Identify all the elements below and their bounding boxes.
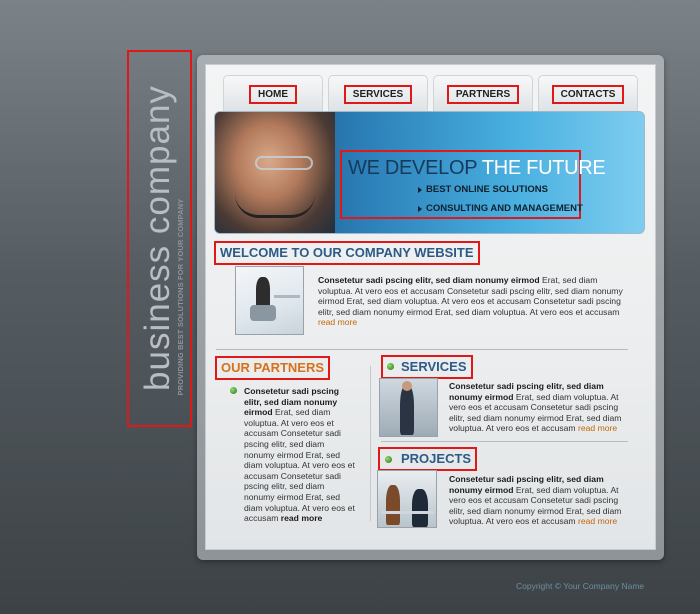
hero-line-1: BEST ONLINE SOLUTIONS: [426, 184, 548, 195]
nav-tab-services[interactable]: [328, 75, 428, 111]
nav-tab-home[interactable]: [223, 75, 323, 111]
nav-label-services[interactable]: SERVICES: [344, 85, 412, 104]
partners-heading: OUR PARTNERS: [215, 356, 330, 380]
desk-shape: [274, 295, 300, 298]
person-figure: [412, 489, 428, 527]
brand-tagline: PROVIDING BEST SOLUTIONS FOR YOUR COMPANY: [176, 198, 185, 396]
glasses-icon: [255, 156, 313, 170]
welcome-text: [318, 275, 628, 328]
services-bold-text: Consetetur sadi pscing elitr, sed diam nonumy eirmod: [449, 381, 604, 402]
welcome-bold-text: Consetetur sadi pscing elitr, sed diam nonumy eirmod: [318, 275, 540, 285]
projects-bold-text: Consetetur sadi pscing elitr, sed diam nonumy eirmod: [449, 474, 604, 495]
hero-headline: [348, 157, 605, 180]
partners-text: [244, 386, 356, 524]
person-head: [402, 381, 412, 391]
nav-tab-partners[interactable]: [433, 75, 533, 111]
hero-line-2: CONSULTING AND MANAGEMENT: [426, 203, 583, 214]
section-divider: [216, 349, 628, 350]
person-figure: [386, 485, 400, 525]
person-figure: [400, 385, 414, 435]
headset-icon: [235, 194, 315, 218]
services-body-text: Erat, sed diam voluptua. At vero eos et accusam Consetetur sadi pscing elitr, sed diam nonumy eirmod Erat, sed diam voluptua. At vero eos et accusam: [449, 391, 622, 434]
hero-headline-part1: WE DEVELOP: [348, 157, 477, 179]
brand-title: business company: [138, 85, 177, 391]
green-bullet-icon: [385, 456, 392, 463]
projects-heading-label: PROJECTS: [401, 451, 472, 466]
welcome-body-text: Erat, sed diam voluptua. At vero eos et accusam Consetetur sadi pscing elitr, sed diam nonumy eirmod Erat, sed diam voluptua. At vero eos et accusam Consetetur sadi pscing elitr, sed diam nonumy eirmod Erat, sed diam voluptua. At vero eos et accusam: [318, 275, 623, 317]
services-text: [449, 381, 629, 434]
nav-label-home[interactable]: HOME: [249, 85, 297, 104]
partners-body-text: Erat, sed diam voluptua. At vero eos et accusam Consetetur sadi pscing elitr, sed diam nonumy eirmod Erat, sed diam voluptua. At vero eos et accusam Consetetur sadi pscing elitr, sed diam nonumy eirmod Erat, sed diam voluptua. At vero eos et accusam: [244, 407, 355, 524]
projects-read-more-link[interactable]: read more: [577, 516, 618, 527]
welcome-read-more-link[interactable]: read more: [318, 317, 358, 328]
welcome-photo: [235, 266, 304, 335]
nav-label-partners[interactable]: PARTNERS: [447, 85, 519, 104]
services-heading-label: SERVICES: [401, 359, 467, 374]
projects-photo: [377, 470, 437, 528]
column-divider: [370, 366, 371, 521]
copyright-text: Copyright © Your Company Name: [516, 581, 645, 591]
hero-headline-part2: THE FUTURE: [481, 157, 606, 179]
welcome-heading: WELCOME TO OUR COMPANY WEBSITE: [214, 241, 480, 265]
nav-label-contacts[interactable]: CONTACTS: [552, 85, 625, 104]
partners-read-more-link[interactable]: read more: [280, 513, 323, 524]
nav-tab-contacts[interactable]: [538, 75, 638, 111]
services-heading: [381, 355, 473, 379]
person-figure: [256, 277, 270, 307]
partners-bold-text: Consetetur sadi pscing elitr, sed diam nonumy eirmod: [244, 386, 340, 418]
projects-body-text: Erat, sed diam voluptua. At vero eos et accusam Consetetur sadi pscing elitr, sed diam nonumy eirmod Erat, sed diam voluptua. At vero eos et accusam: [449, 484, 622, 527]
section-divider: [381, 441, 628, 442]
hero-person-photo: [215, 112, 335, 234]
green-bullet-icon: [387, 363, 394, 370]
projects-heading: [378, 447, 477, 471]
services-photo: [379, 378, 438, 437]
green-bullet-icon: [230, 387, 237, 394]
projects-text: [449, 474, 629, 527]
services-read-more-link[interactable]: read more: [577, 423, 618, 434]
chair-shape: [250, 305, 276, 321]
desk-shape: [382, 511, 434, 514]
